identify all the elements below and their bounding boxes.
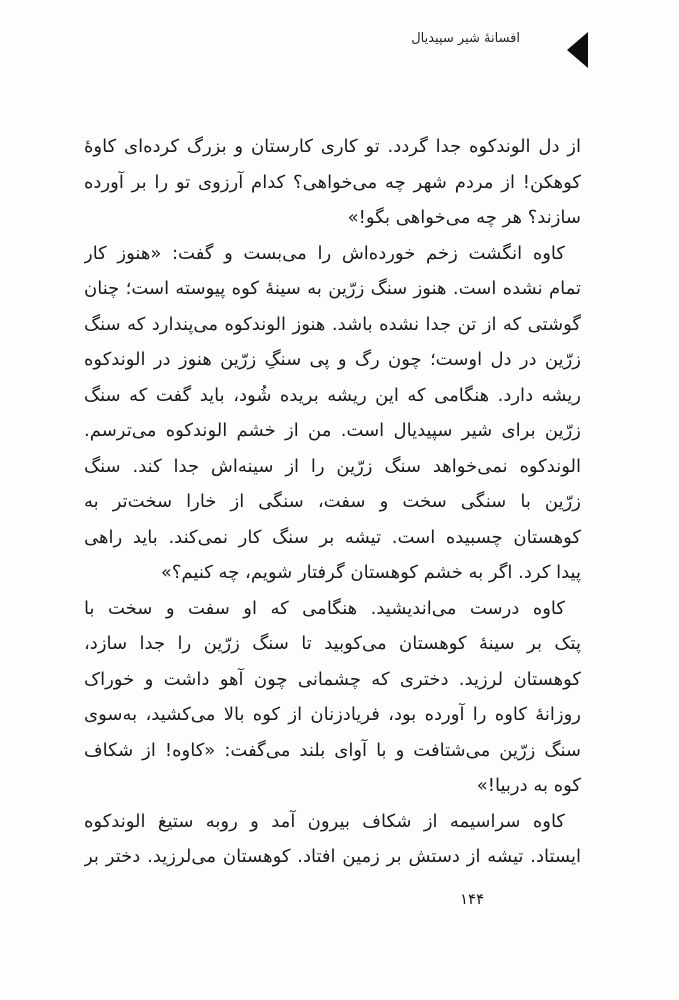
text-line: کوهستان چسبیده است. تیشه بر سنگ کار نمی‌کند. باید راهی [84, 526, 581, 548]
text-line: کوه به دربیا!» [476, 775, 581, 796]
text-line: پیدا کرد. اگر به خشم کوهستان گرفتار شویم، چه کنیم؟» [160, 562, 581, 583]
text-line: کاوه درست می‌اندیشید. هنگامی که او سفت و سخت با [84, 597, 565, 619]
text-line: روزانهٔ کاوه را آورده بود، فریادزنان از کوه بالا می‌کشید، به‌سوی [84, 704, 581, 725]
text-block [84, 129, 581, 875]
text-line: الوندکوه نمی‌خواهد سنگ زرّین را از سینه‌اش جدا کند. سنگ [84, 455, 581, 477]
text-line: سازند؟ هر چه می‌خواهی بگو!» [347, 207, 581, 228]
text-line: تمام نشده است. هنوز سنگ زرّین به سینهٔ کوه پیوسته است؛ چنان [84, 278, 581, 299]
text-line: کوهکن! از مردم شهر چه می‌خواهی؟ کدام آرزوی تو را بر آورده [84, 171, 581, 193]
text-line: گوشتی که از تن جدا نشده باشد. هنوز الوندکوه می‌پندارد که سنگ [84, 313, 581, 335]
page-number: ۱۴۴ [460, 890, 485, 908]
text-line: کاوه سراسیمه از شکاف بیرون آمد و روبه ستیغ الوندکوه [84, 810, 565, 832]
text-line: زرّین با سنگی سخت و سفت، سنگی از خارا سخت‌تر به [84, 491, 581, 512]
text-line: از دل الوندکوه جدا گردد. تو کاری کارستان و بزرگ کرده‌ای کاوهٔ [84, 136, 581, 157]
running-title: افسانهٔ شیر سپیدیال [411, 31, 520, 46]
text-line: کوهستان لرزید. دختری که چشمانی چون آهو داشت و خوراک [84, 668, 581, 690]
text-line: پتک بر سینهٔ کوهستان می‌کوبید تا سنگ زرّین را جدا سازد، [84, 633, 581, 654]
text-line: سنگ زرّین می‌شتافت و با آوای بلند می‌گفت: «کاوه! از شکاف [84, 739, 581, 761]
text-line: زرّین در دل اوست؛ چون رگ و پی سنگِ زرّین هنوز در الوندکوه [84, 349, 581, 370]
text-line: کاوه انگشت زخم خورده‌اش را می‌بست و گفت: «هنوز کار [84, 242, 565, 264]
left-triangle-icon [567, 32, 588, 68]
text-line: ریشه دارد. هنگامی که این ریشه بریده شُود، باید گفت که سنگ [84, 384, 581, 406]
page-number-container [460, 890, 580, 908]
text-line: زرّین برای شیر سپیدیال است. من از خشم الوندکوه می‌ترسم. [84, 420, 581, 441]
text-line: ایستاد. تیشه از دستش بر زمین افتاد. کوهستان می‌لرزید. دختر بر [84, 846, 581, 867]
